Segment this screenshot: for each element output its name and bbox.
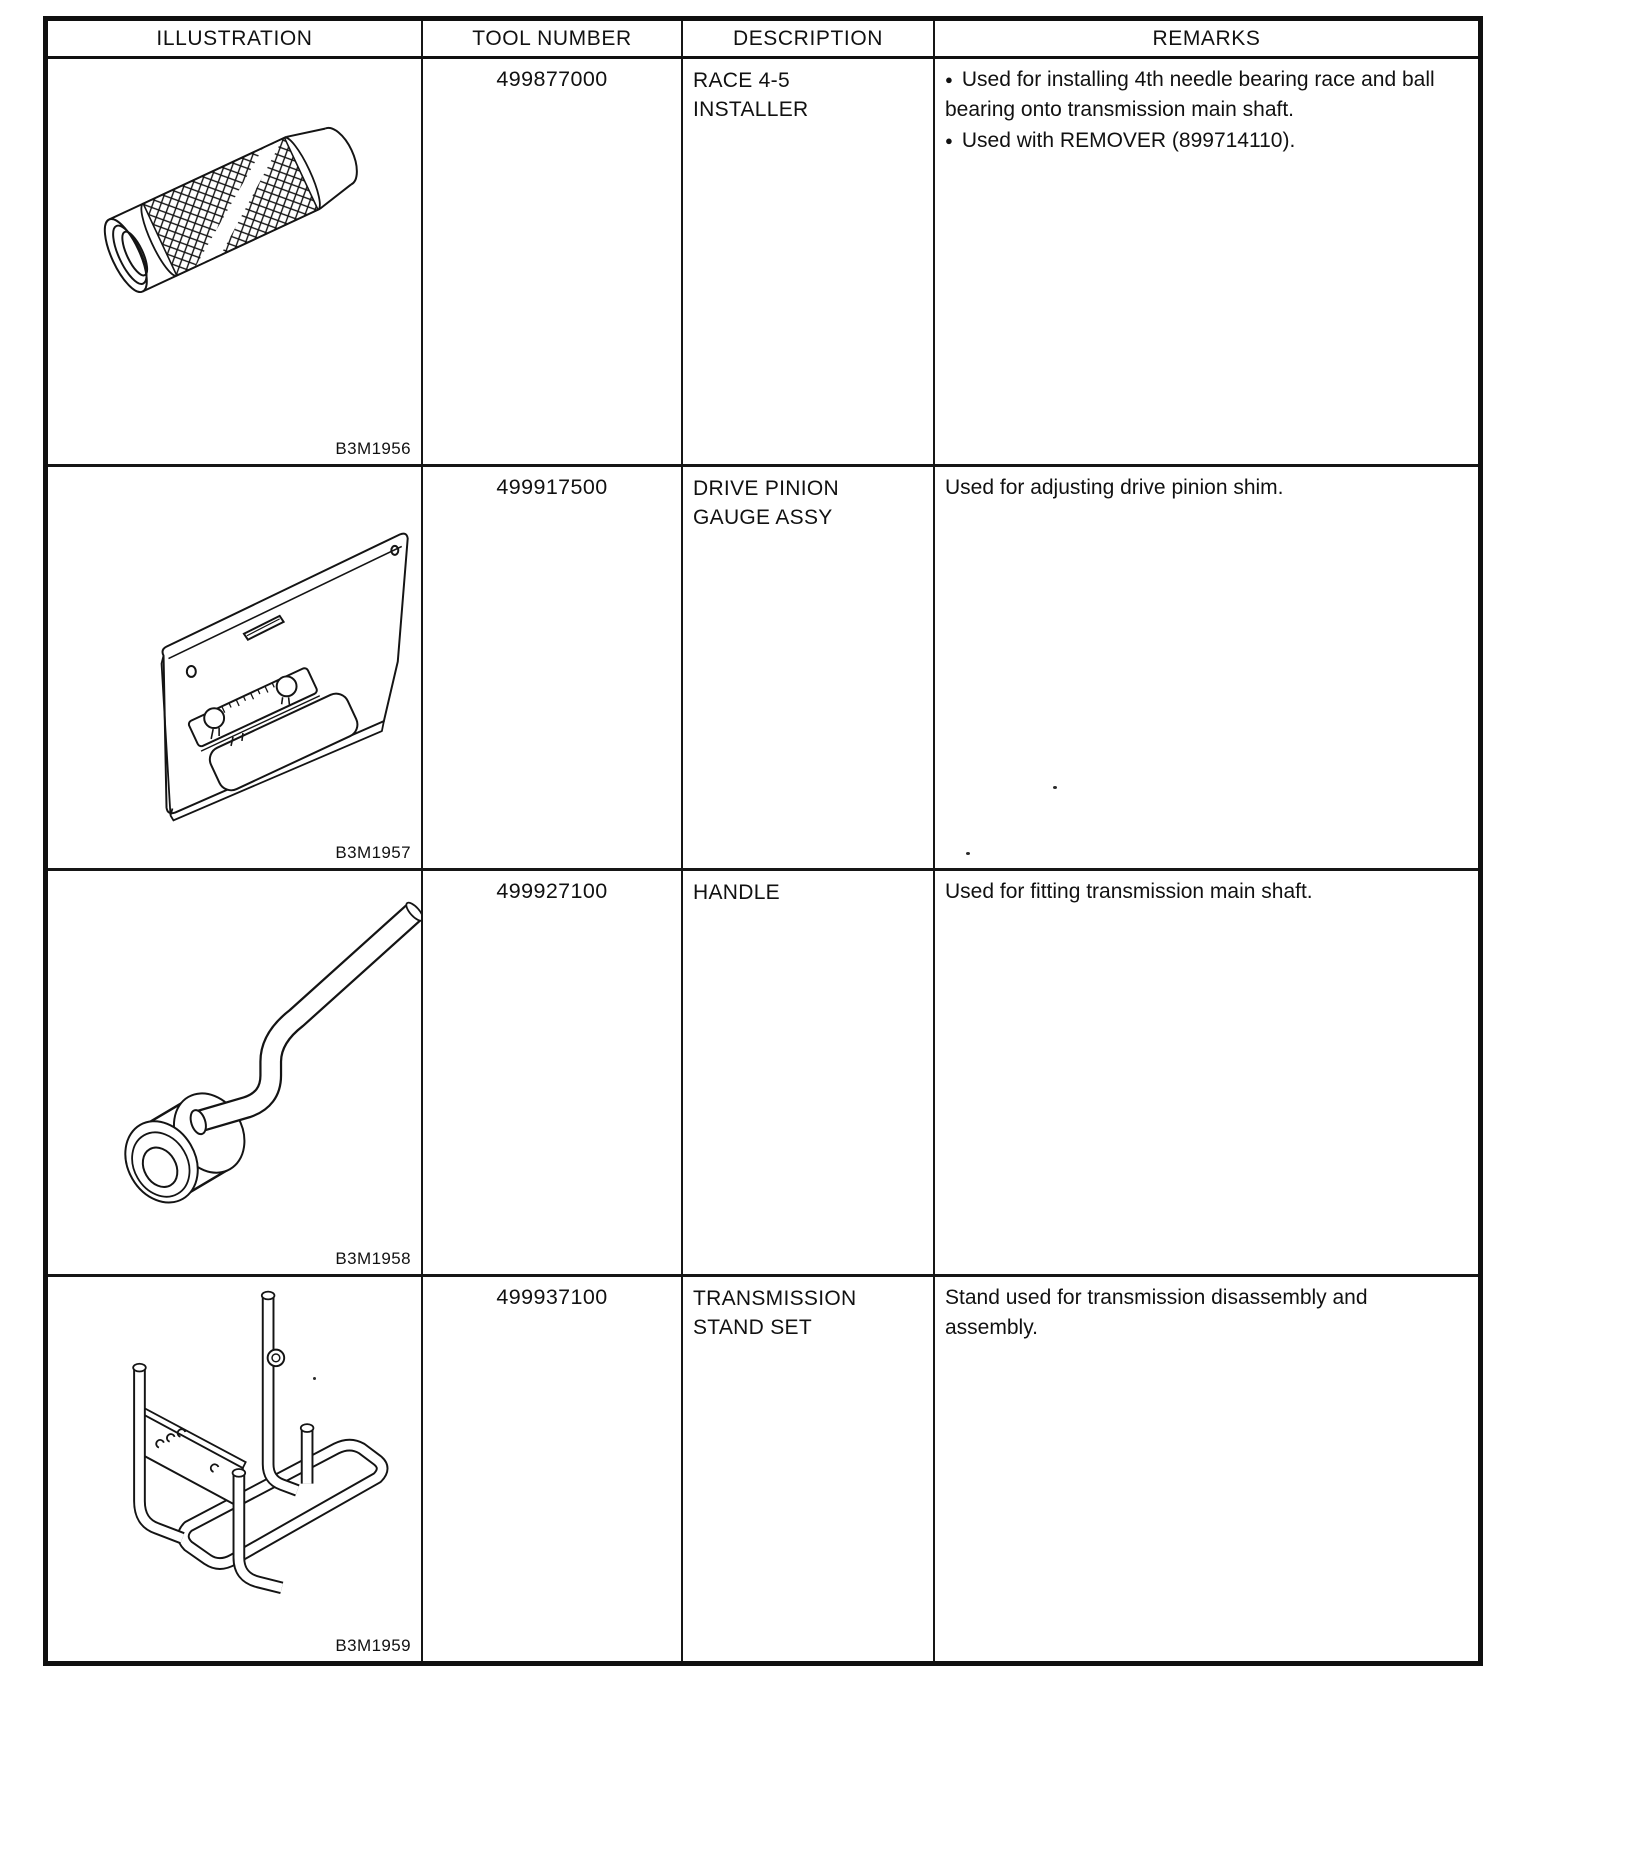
figure-label: B3M1957 — [335, 843, 411, 862]
scan-artifact-dot — [966, 852, 970, 855]
figure-label: B3M1956 — [335, 439, 411, 458]
description-line: GAUGE ASSY — [693, 506, 833, 530]
description-line: DRIVE PINION — [693, 477, 839, 500]
tool-number: 499937100 — [423, 1277, 683, 1661]
remark-item — [945, 473, 1452, 503]
description-line: HANDLE — [693, 881, 780, 904]
remark-text: Used with REMOVER (899714110). — [961, 128, 1296, 152]
tool-number: 499917500 — [423, 467, 683, 871]
special-tools-table — [43, 16, 1483, 1666]
remark-item — [945, 877, 1452, 907]
tool-description — [683, 467, 935, 871]
illustration-cell-race-installer — [48, 59, 423, 467]
remark-text: Stand used for transmission disassembly and assembly. — [945, 1286, 1368, 1339]
description-line: STAND SET — [693, 1316, 812, 1340]
tool-remarks — [935, 1277, 1478, 1661]
description-line: RACE 4-5 — [693, 69, 790, 92]
column-header-illustration: ILLUSTRATION — [48, 21, 423, 59]
illustration-cell-drive-pinion-gauge — [48, 467, 423, 871]
bullet-icon: ● — [945, 72, 953, 87]
scan-artifact-dot — [1053, 786, 1057, 789]
remark-item — [945, 126, 1452, 156]
tool-description — [683, 59, 935, 467]
figure-label: B3M1959 — [335, 1636, 411, 1655]
remark-item — [945, 1283, 1452, 1343]
figure-label: B3M1958 — [335, 1249, 411, 1268]
column-header-tool-number: TOOL NUMBER — [423, 21, 683, 59]
tool-number: 499877000 — [423, 59, 683, 467]
illustration-cell-transmission-stand — [48, 1277, 423, 1661]
tool-description — [683, 1277, 935, 1661]
column-header-remarks: REMARKS — [935, 21, 1478, 59]
bullet-icon: ● — [945, 132, 953, 148]
handle-illustration — [48, 871, 421, 1274]
tool-number: 499927100 — [423, 871, 683, 1277]
tool-remarks — [935, 59, 1478, 467]
description-line: TRANSMISSION — [693, 1287, 857, 1310]
race-4-5-installer-illustration — [48, 59, 421, 464]
remark-text: Used for installing 4th needle bearing race and ball bearing onto transmission main shaft. — [945, 68, 1435, 121]
remark-item — [945, 65, 1452, 125]
tool-remarks — [935, 467, 1478, 871]
tool-remarks — [935, 871, 1478, 1277]
column-header-description: DESCRIPTION — [683, 21, 935, 59]
remark-text: Used for fitting transmission main shaft. — [945, 880, 1313, 903]
remark-text: Used for adjusting drive pinion shim. — [945, 476, 1284, 499]
description-line: INSTALLER — [693, 98, 809, 122]
tool-description — [683, 871, 935, 1277]
transmission-stand-illustration — [48, 1277, 421, 1661]
scan-artifact-dot — [313, 1377, 316, 1380]
illustration-cell-handle — [48, 871, 423, 1277]
drive-pinion-gauge-illustration — [48, 467, 421, 868]
